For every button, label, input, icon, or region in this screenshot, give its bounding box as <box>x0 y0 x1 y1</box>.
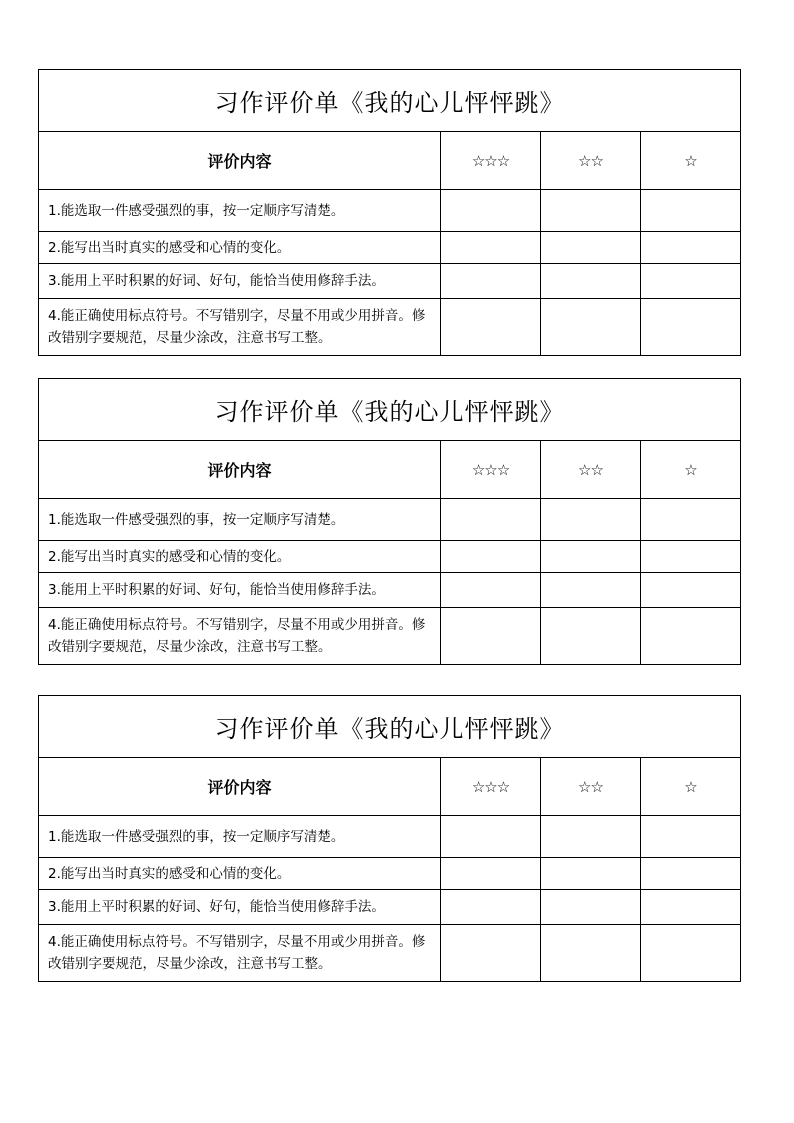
evaluation-table-2 <box>38 378 741 665</box>
criterion-4: 4.能正确使用标点符号。不写错别字，尽量不用或少用拼音。修改错别字要规范，尽量少涂改，注意书写工整。 <box>39 925 441 982</box>
rating-cell[interactable] <box>541 541 641 573</box>
rating-cell[interactable] <box>541 264 641 299</box>
criterion-4: 4.能正确使用标点符号。不写错别字，尽量不用或少用拼音。修改错别字要规范，尽量少涂改，注意书写工整。 <box>39 608 441 665</box>
criterion-3: 3.能用上平时积累的好词、好句，能恰当使用修辞手法。 <box>39 264 441 299</box>
criterion-4: 4.能正确使用标点符号。不写错别字，尽量不用或少用拼音。修改错别字要规范，尽量少涂改，注意书写工整。 <box>39 299 441 356</box>
rating-cell[interactable] <box>641 499 741 541</box>
rating-cell[interactable] <box>441 573 541 608</box>
evaluation-table-1 <box>38 69 741 356</box>
rating-cell[interactable] <box>641 190 741 232</box>
table-title: 习作评价单《我的心儿怦怦跳》 <box>39 70 741 132</box>
three-star-header: ☆☆☆ <box>441 132 541 190</box>
rating-cell[interactable] <box>541 190 641 232</box>
rating-cell[interactable] <box>641 573 741 608</box>
criterion-3: 3.能用上平时积累的好词、好句，能恰当使用修辞手法。 <box>39 890 441 925</box>
rating-cell[interactable] <box>441 232 541 264</box>
rating-cell[interactable] <box>641 816 741 858</box>
one-star-header: ☆ <box>641 441 741 499</box>
rating-cell[interactable] <box>441 499 541 541</box>
rating-cell[interactable] <box>641 299 741 356</box>
three-star-header: ☆☆☆ <box>441 441 541 499</box>
rating-cell[interactable] <box>641 890 741 925</box>
rating-cell[interactable] <box>541 925 641 982</box>
rating-cell[interactable] <box>441 190 541 232</box>
rating-cell[interactable] <box>441 890 541 925</box>
rating-cell[interactable] <box>541 573 641 608</box>
rating-cell[interactable] <box>541 499 641 541</box>
criteria-header: 评价内容 <box>39 132 441 190</box>
rating-cell[interactable] <box>641 858 741 890</box>
rating-cell[interactable] <box>441 541 541 573</box>
criterion-1: 1.能选取一件感受强烈的事，按一定顺序写清楚。 <box>39 190 441 232</box>
rating-cell[interactable] <box>641 264 741 299</box>
table-title: 习作评价单《我的心儿怦怦跳》 <box>39 379 741 441</box>
rating-cell[interactable] <box>441 264 541 299</box>
table-title: 习作评价单《我的心儿怦怦跳》 <box>39 696 741 758</box>
rating-cell[interactable] <box>641 232 741 264</box>
rating-cell[interactable] <box>441 299 541 356</box>
one-star-header: ☆ <box>641 758 741 816</box>
criterion-1: 1.能选取一件感受强烈的事，按一定顺序写清楚。 <box>39 816 441 858</box>
rating-cell[interactable] <box>441 858 541 890</box>
criterion-2: 2.能写出当时真实的感受和心情的变化。 <box>39 541 441 573</box>
criteria-header: 评价内容 <box>39 758 441 816</box>
rating-cell[interactable] <box>441 816 541 858</box>
three-star-header: ☆☆☆ <box>441 758 541 816</box>
criterion-2: 2.能写出当时真实的感受和心情的变化。 <box>39 232 441 264</box>
criterion-3: 3.能用上平时积累的好词、好句，能恰当使用修辞手法。 <box>39 573 441 608</box>
two-star-header: ☆☆ <box>541 132 641 190</box>
rating-cell[interactable] <box>641 925 741 982</box>
rating-cell[interactable] <box>541 232 641 264</box>
rating-cell[interactable] <box>541 299 641 356</box>
evaluation-table-3 <box>38 695 741 982</box>
criteria-header: 评价内容 <box>39 441 441 499</box>
criterion-1: 1.能选取一件感受强烈的事，按一定顺序写清楚。 <box>39 499 441 541</box>
rating-cell[interactable] <box>541 816 641 858</box>
criterion-2: 2.能写出当时真实的感受和心情的变化。 <box>39 858 441 890</box>
rating-cell[interactable] <box>541 858 641 890</box>
rating-cell[interactable] <box>641 608 741 665</box>
rating-cell[interactable] <box>441 608 541 665</box>
rating-cell[interactable] <box>441 925 541 982</box>
one-star-header: ☆ <box>641 132 741 190</box>
rating-cell[interactable] <box>541 890 641 925</box>
rating-cell[interactable] <box>541 608 641 665</box>
rating-cell[interactable] <box>641 541 741 573</box>
two-star-header: ☆☆ <box>541 441 641 499</box>
two-star-header: ☆☆ <box>541 758 641 816</box>
